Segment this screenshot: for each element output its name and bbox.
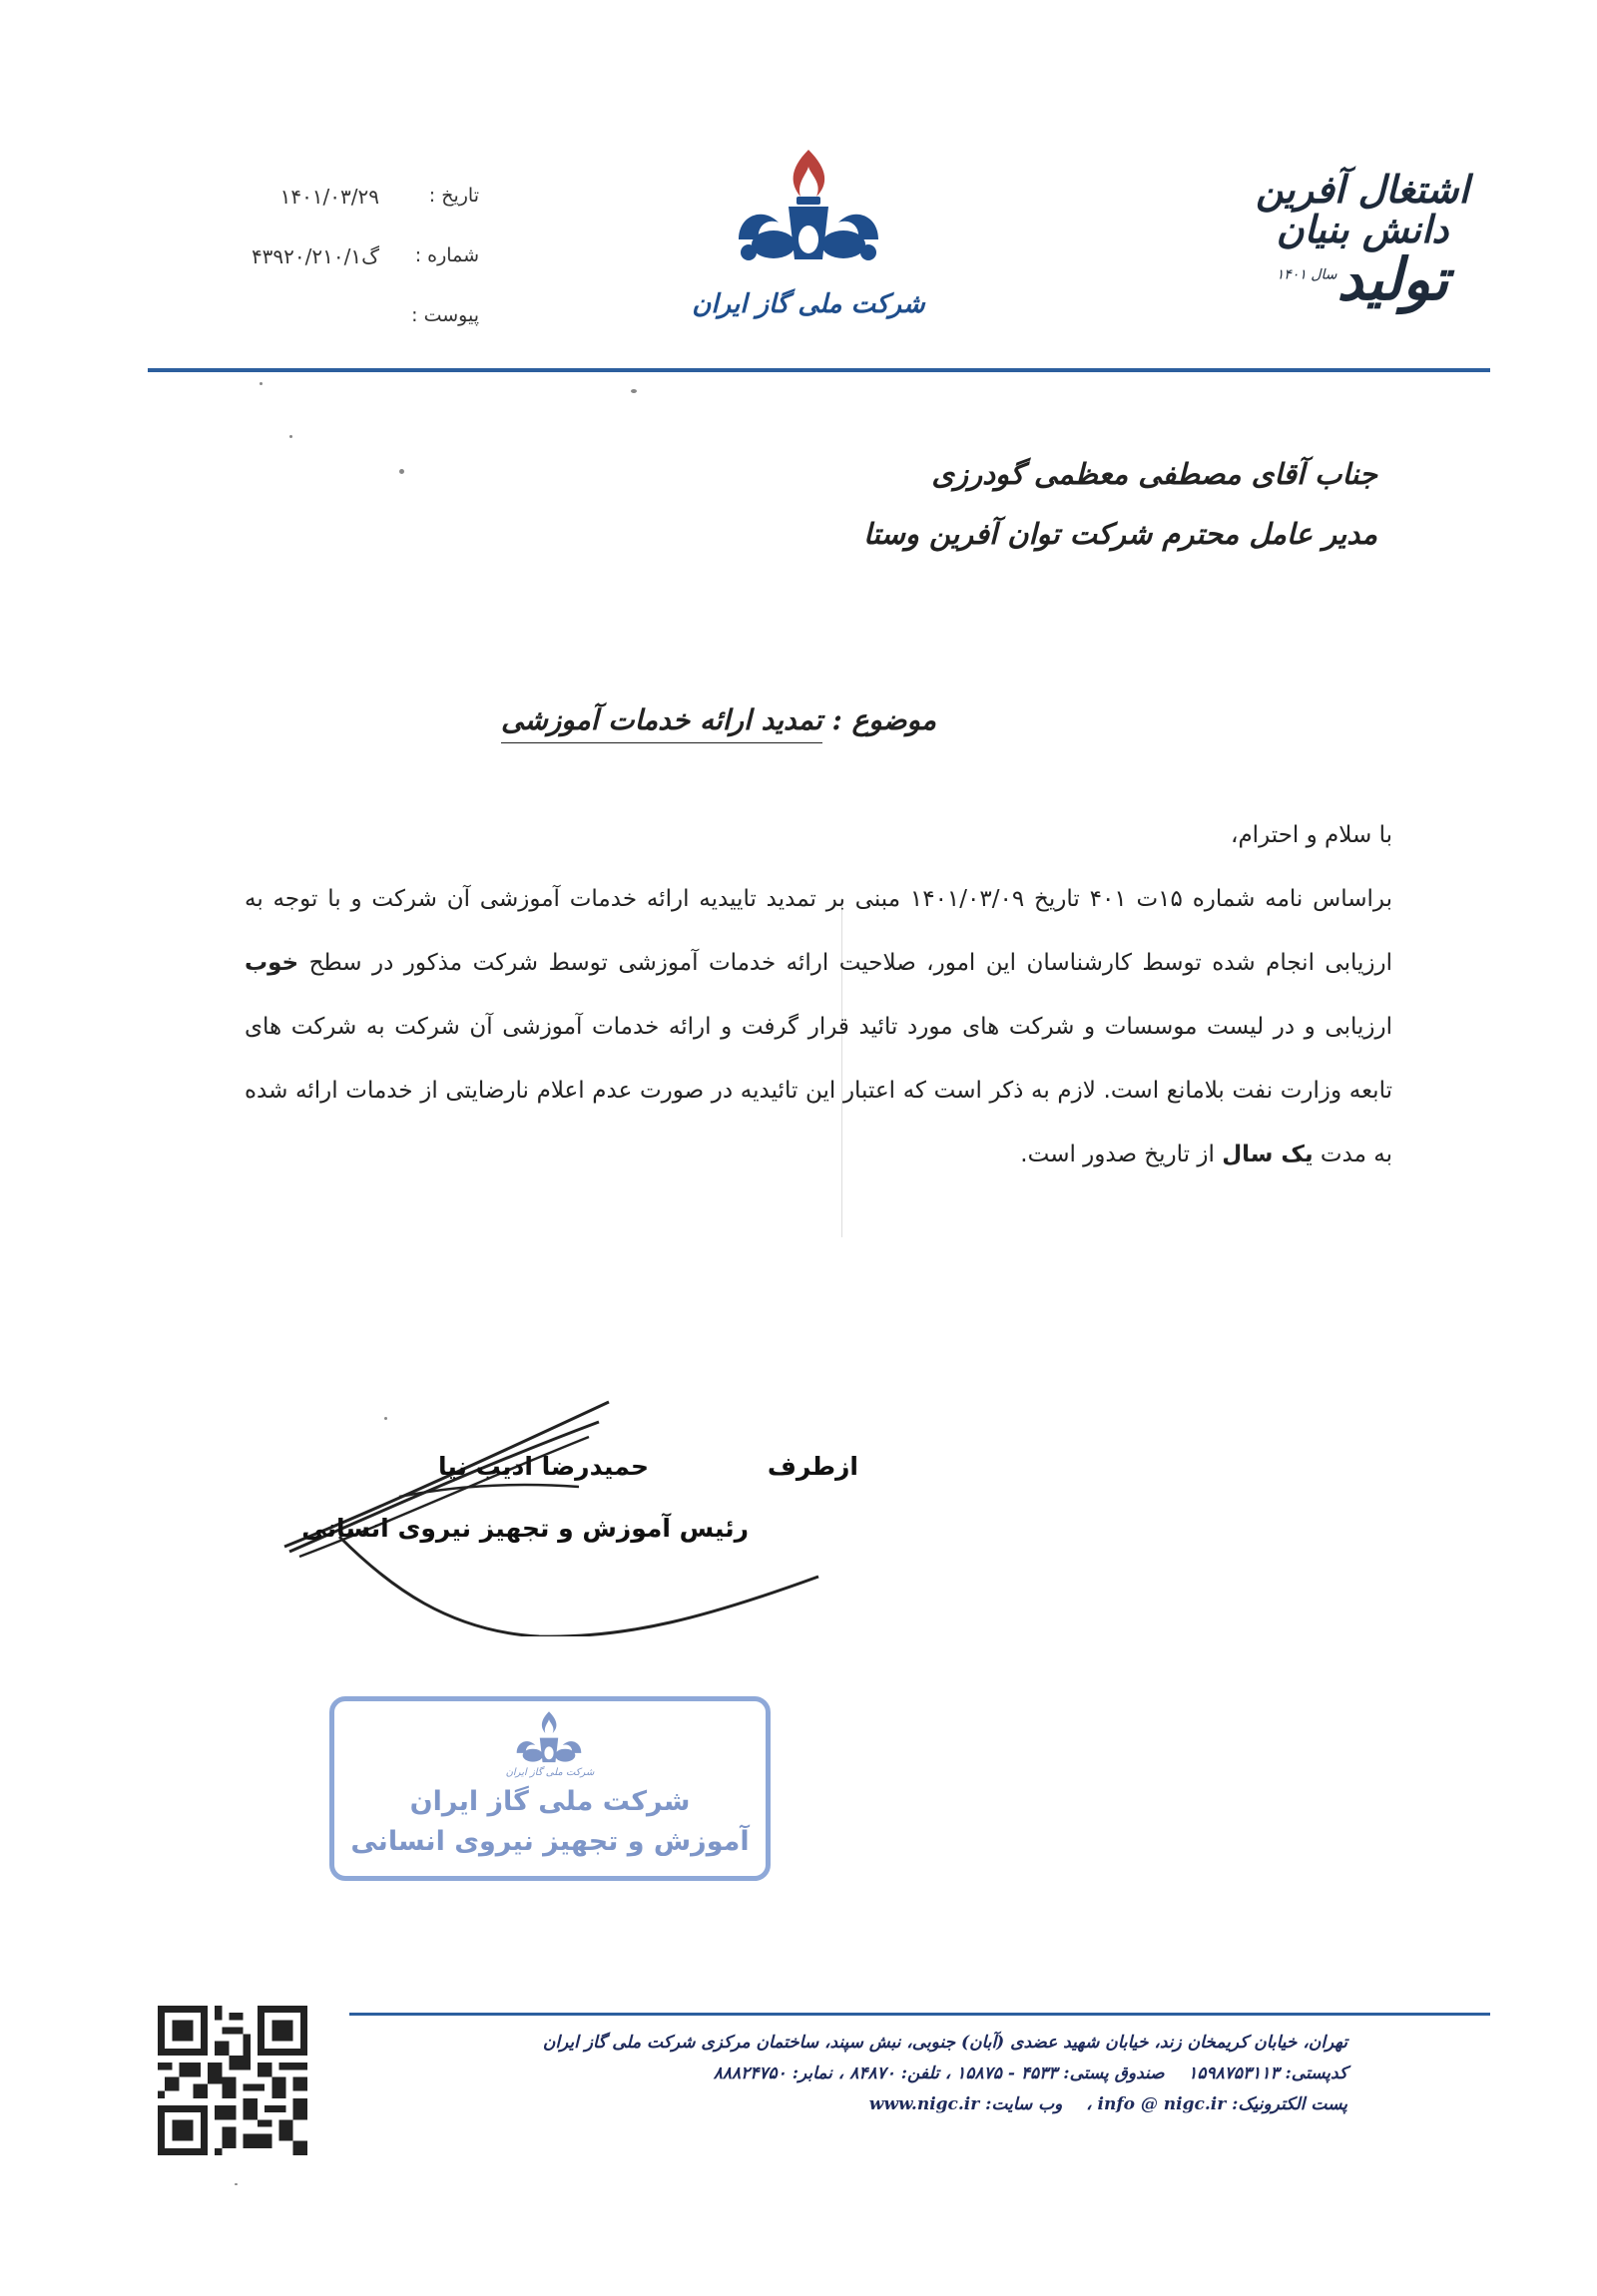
stamp-line1: شرکت ملی گاز ایران <box>409 1786 691 1817</box>
sig-from-label: ازطرف <box>767 1452 858 1481</box>
addressee-title: مدیر عامل محترم شرکت توان آفرین وستا <box>863 517 1377 551</box>
pobox: ۴۵۳۳ - ۱۵۸۷۵ <box>956 2064 1058 2083</box>
footer-web: پست الکترونیک: info @ nigc.ir ، وب سایت: www.nigc.ir <box>868 2094 1347 2114</box>
subject-line <box>419 703 1018 736</box>
emphasis-one-year: یک سال <box>1222 1142 1314 1167</box>
postal-code: ۱۵۹۸۷۵۳۱۱۳ <box>1188 2064 1280 2083</box>
email-link[interactable]: info @ nigc.ir <box>1097 2094 1227 2114</box>
slogan-line1: اشتغال آفرین <box>1256 167 1469 212</box>
date-label: تاریخ : <box>428 185 479 207</box>
attachment-label: پیوست : <box>411 304 479 326</box>
meta-attachment-row <box>200 304 479 364</box>
addressee-name: جناب آقای مصطفی معظمی گودرزی <box>931 457 1377 491</box>
logo-caption: شرکت ملی گاز ایران <box>692 289 925 319</box>
subject-label: موضوع : <box>831 703 936 736</box>
stamp-caption: شرکت ملی گاز ایران <box>505 1767 595 1778</box>
number-label: شماره : <box>414 244 479 266</box>
subject-value: تمدید ارائه خدمات آموزشی <box>501 703 822 743</box>
addressee <box>479 444 1377 564</box>
sig-title: رئیس آموزش و تجهیز نیروی انسانی <box>301 1514 749 1543</box>
footer-divider <box>349 2013 1490 2016</box>
official-stamp <box>329 1696 771 1881</box>
body-paragraph: براساس نامه شماره ۱۵ت ۴۰۱ تاریخ ۱۴۰۱/۰۳/۰۹ مبنی بر تمدید تاییدیه ارائه خدمات آموزشی آن شرکت و با توجه به ارزیابی انجام شده توسط کارشناسان این امور، صلاحیت ارائه خدمات آموزشی توسط شرکت مذکور در سطح خوب ارزیابی و در لیست موسسات و شرکت های مورد تائید قرار گرفت و ارائه خدمات آموزشی آن شرکت به شرکت های تابعه وزارت نفت بلامانع است. لازم به ذکر است که اعتبار این تائیدیه در صورت عدم اعلام نارضایتی از خدمات ارائه شده به مدت یک سال از تاریخ صدور است. <box>245 886 1392 1167</box>
slogan-logo <box>1233 167 1492 313</box>
phone: ۸۴۸۷۰ <box>849 2064 895 2083</box>
nigc-logo-icon <box>719 145 898 274</box>
handwritten-signature <box>279 1377 838 1636</box>
fax: ۸۸۸۲۴۷۵۰ <box>713 2064 787 2083</box>
letter-meta <box>200 185 479 364</box>
meta-number-row <box>200 244 479 304</box>
slogan-line3: تولید$^{سال ۱۴۰۱}$ <box>1276 244 1449 313</box>
greeting: با سلام و احترام، <box>1231 822 1392 848</box>
footer-numbers: کدپستی: ۱۵۹۸۷۵۳۱۱۳ صندوق پستی: ۴۵۳۳ - ۱۵۸۷۵ ، تلفن: ۸۴۸۷۰ ، نمابر: ۸۸۸۲۴۷۵۰ <box>713 2064 1347 2083</box>
slogan-line2: دانش بنیان <box>1276 206 1449 251</box>
qr-code-icon <box>158 2006 307 2155</box>
date-value: ۱۴۰۱/۰۳/۲۹ <box>279 185 379 209</box>
footer-contact <box>349 2028 1347 2120</box>
website-link[interactable]: www.nigc.ir <box>868 2094 980 2114</box>
stamp-line2: آموزش و تجهیز نیروی انسانی <box>350 1826 750 1857</box>
attachment-value <box>200 304 389 364</box>
footer-address: تهران، خیابان کریمخان زند، خیابان شهید عضدی (آبان) جنوبی، نبش سپند، ساختمان مرکزی شرکت ملی گاز ایران <box>542 2033 1347 2053</box>
emphasis-good: خوب <box>245 950 299 976</box>
number-value: گ۴۳۹۲۰/۲۱۰/۱ <box>251 244 379 268</box>
slogan-year: سال ۱۴۰۱ <box>1276 266 1337 283</box>
meta-date-row <box>200 185 479 244</box>
header-divider <box>148 368 1490 372</box>
stamp-logo-icon <box>504 1709 594 1769</box>
letter-body <box>245 803 1392 1186</box>
sig-name: حمیدرضا ادیب نیا <box>438 1452 649 1481</box>
